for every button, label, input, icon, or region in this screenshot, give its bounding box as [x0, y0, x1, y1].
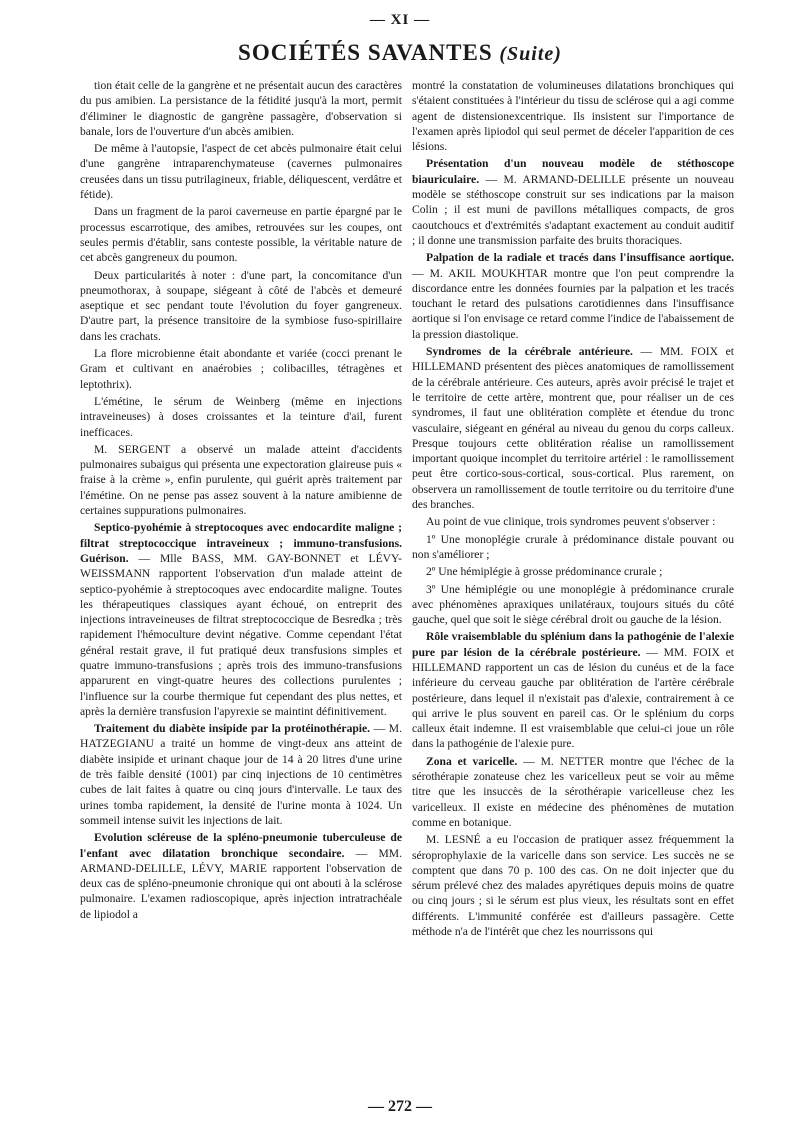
paragraph-text: montré la constatation de volumineuses dilatations bronchiques qui s'étaient constituées à l'intérieur du tissu de sclérose qui a agi comme agent de distensionexcentrique. Ils insistent sur l'importance de l'examen après lipiodol qui seul permet de déceler l'apparition de ces lésions.: [412, 79, 734, 154]
paragraph: [412, 344, 734, 512]
paragraph-text: La flore microbienne était abondante et variée (cocci prenant le Gram et cultivant en anaérobies ; colibacilles, tétragènes et leptothrix).: [80, 347, 402, 391]
section-heading: Palpation de la radiale et tracés dans l'insuffisance aortique.: [426, 251, 734, 265]
paragraph: [80, 442, 402, 518]
paragraph-text: L'émétine, le sérum de Weinberg (même en injections intraveineuses) à doses croissantes et la teinture d'ail, furent inefficaces.: [80, 394, 402, 439]
paragraph-text: — Mlle BASS, MM. GAY-BONNET et LÉVY-WEISSMANN rapportent l'observation d'un malade atteint de septico-pyohémie à streptocoques avec endocardite maligne. Toutes les thérapeutiques classiques ayant échoué, on entreprit des injections intraveineuses de filtrat streptococcique de Besredka ; très rapidement l'hémoculture devint négative. Comme cependant l'état général restait grave, il fut pratiqué deux transfusions simples et quatre immuno-transfusions ; après trois des immuno-transfusions apparurent en vingt-quatre heures des collections purulentes ; l'influence sur la courbe thermique fut cependant des plus nettes, et après la dernière transfusion l'apyrexie se maintint définitivement.: [80, 551, 402, 718]
paragraph-text: De même à l'autopsie, l'aspect de cet abcès pulmonaire était celui d'une gangrène intraparenchymateuse (cavernes pulmonaires creusées dans un tissu putrilagineux, friable, déliquescent, verdâtre et fétide).: [80, 142, 402, 202]
paragraph: [80, 830, 402, 922]
paragraph-text: — M. AKIL MOUKHTAR montre que l'on peut comprendre la discordance entre les données fournies par la palpation et les tracés touchant le retard des pulsations carotidiennes dans l'insuffisance aortique si l'on envisage ce retard comme l'indice de l'abaissement de la pression diastolique.: [412, 266, 734, 341]
paragraph-text: Deux particularités à noter : d'une part, la concomitance d'un pneumothorax, à soupape, siégeant à côté de l'abcès et demeuré aseptique et sec pendant toute l'évolution du foyer gangreneux. D'autre part, la présence transitoire de la symbiose fuso-spirillaire dans les crachats.: [80, 268, 402, 343]
paragraph: [412, 532, 734, 563]
paragraph: [412, 514, 734, 529]
paragraph: [80, 78, 402, 139]
paragraph-text: 1º Une monoplégie crurale à prédominance distale pouvant ou non s'améliorer ;: [412, 532, 734, 561]
paragraph-text: 2º Une hémiplégie à grosse prédominance crurale ;: [426, 565, 663, 579]
paragraph: [412, 754, 734, 830]
paragraph: [80, 346, 402, 392]
paragraph: [80, 721, 402, 828]
paragraph: [412, 629, 734, 751]
paragraph: [412, 564, 734, 579]
paragraph-text: M. LESNÉ a eu l'occasion de pratiquer assez fréquemment la séroprophylaxie de la varicelle dans son service. Les succès ne se comptent que dans 70 p. 100 des cas. On ne doit injecter que du sérum prélevé chez des malades apyrétiques depuis moins de quatre ou cinq jours ; si le sérum est plus vieux, les résultats sont en effet différents. L'immunité conférée est d'ailleurs passagère. Cette méthode n'a de l'intérêt que chez les nourrissons qui: [412, 833, 734, 939]
section-heading: Evolution scléreuse de la spléno-pneumonie tuberculeuse de l'enfant avec dilatation bronchique secondaire.: [80, 831, 402, 860]
paragraph-text: — MM. FOIX et HILLEMAND présentent des pièces anatomiques de ramollissement de la cérébrale antérieure. Ces auteurs, après avoir précisé le trajet et le territoire de cette artère, montrent que, pour réaliser un de ces syndromes, il faut une oblitération complète et étendue du tronc vasculaire, siégeant en général au niveau du genou du corps calleux. Presque toujours cette oblitération réalise un ramollissement important quoique incomplet du territoire artériel : le ramollissement peut être cortico-sous-cortical, sous-cortical. Plus rarement, on observera un ramollissement de toutle territoire ou du territoire d'une des branches.: [412, 345, 734, 512]
section-heading: Syndromes de la cérébrale antérieure.: [426, 345, 633, 359]
paragraph: [412, 832, 734, 939]
section-heading: Septico-pyohémie à streptocoques avec endocardite maligne ; filtrat streptococcique intraveineux ; immuno-transfusions. Guérison.: [80, 521, 402, 565]
paragraph-text: M. SERGENT a observé un malade atteint d'accidents pulmonaires subaigus qui présenta une expectoration glaireuse puis « fraise à la crème », enfin purulente, qui guérit après traitement par l'émétine. On ne pense pas assez souvent à la nature amibienne de certaines suppurations pulmonaires.: [80, 442, 402, 518]
paragraph-text: 3º Une hémiplégie ou une monoplégie à prédominance crurale avec phénomènes apraxiques unilatéraux, toujours situés du côté gauche, quel que soit le siège cérébral droit ou gauche de la lésion.: [412, 582, 734, 627]
paragraph-text: — M. HATZEGIANU a traité un homme de vingt-deux ans atteint de diabète insipide et urinant chaque jour de 14 à 20 litres d'une urine de très faible densité (1001) par cinq injections de 10 centimètres cubes de lait faites à quatre ou cinq jours d'intervalle. Le taux des urines tomba rapidement, la densité de l'urine monta à 1024. Un sommeil intense suivit les injections de lait.: [80, 722, 402, 827]
right-column: [412, 78, 734, 941]
section-heading: Traitement du diabète insipide par la protéinothérapie.: [94, 722, 371, 736]
paragraph-text: — M. ARMAND-DELILLE présente un nouveau modèle se stéthoscope construit sur ses indications par la maison Colin ; il est muni de pavillons métalliques compacts, de gros caoutchoucs et d'extrémités s'adaptant exactement au conduit auditif ; il donne une transmission parfaite des bruits thoraciques.: [412, 172, 734, 247]
paragraph: [80, 268, 402, 344]
paragraph: [80, 520, 402, 719]
section-heading: Zona et varicelle.: [426, 754, 518, 768]
paragraph-text: tion était celle de la gangrène et ne présentait aucun des caractères du pus amibien. La persistance de la fétidité jusqu'à la mort, permit d'éliminer le diagnostic de gangrène passagère, d'observation si banale, lors de l'ouverture d'un abcès amibien.: [80, 79, 402, 138]
paragraph: [412, 78, 734, 154]
paragraph: [412, 156, 734, 248]
paragraph-text: Dans un fragment de la paroi caverneuse en partie épargné par le processus escarrotique, des amibes, retrouvées sur les coupes, ont seules permis d'établir, sans conteste possible, la véritable nature de cet abcès gangreneux du poumon.: [80, 205, 402, 265]
page-title: [0, 40, 800, 66]
paragraph: [412, 250, 734, 342]
title-text: SOCIÉTÉS SAVANTES: [238, 40, 493, 65]
paragraph-text: — M. NETTER montre que l'échec de la sérothérapie zonateuse chez les varicelleux peut se voir au même titre que les insuccès de la sérothérapie varicelleuse chez les varicelleux. Il existe en médecine des phénomènes de mutation comme en botanique.: [412, 754, 734, 829]
paragraph: [80, 394, 402, 440]
paragraph: [80, 141, 402, 202]
section-heading: Rôle vraisemblable du splénium dans la pathogénie de l'alexie pure par lésion de la cérébrale postérieure.: [412, 630, 734, 659]
paragraph-text: Au point de vue clinique, trois syndromes peuvent s'observer :: [426, 515, 716, 529]
paragraph: [80, 204, 402, 265]
section-heading: Présentation d'un nouveau modèle de stéthoscope biauriculaire.: [412, 157, 734, 186]
paragraph: [412, 582, 734, 628]
page-roman-numeral: — XI —: [369, 12, 431, 28]
left-column: [80, 78, 402, 924]
title-suffix: (Suite): [499, 43, 562, 65]
paragraph-text: — MM. ARMAND-DELILLE, LÉVY, MARIE rapportent l'observation de deux cas de spléno-pneumonie chronique qui ont abouti à la sclérose pulmonaire. L'examen radioscopique, après injection intratrachéale de lipiodol a: [80, 846, 403, 921]
page-number: — 272 —: [368, 1098, 432, 1115]
paragraph-text: — MM. FOIX et HILLEMAND rapportent un cas de lésion du cunéus et de la face inférieure du cerveau gauche par oblitération de l'artère cérébrale postérieure, dans lequel il n'existait pas d'alexie, contrairement à ce qui arrive le plus souvent en pareil cas. Or le splénium du corps calleux était indemne. Il est vraisemblable que celui-ci joue un rôle dans la pathogénie de l'alexie pure.: [412, 645, 734, 751]
